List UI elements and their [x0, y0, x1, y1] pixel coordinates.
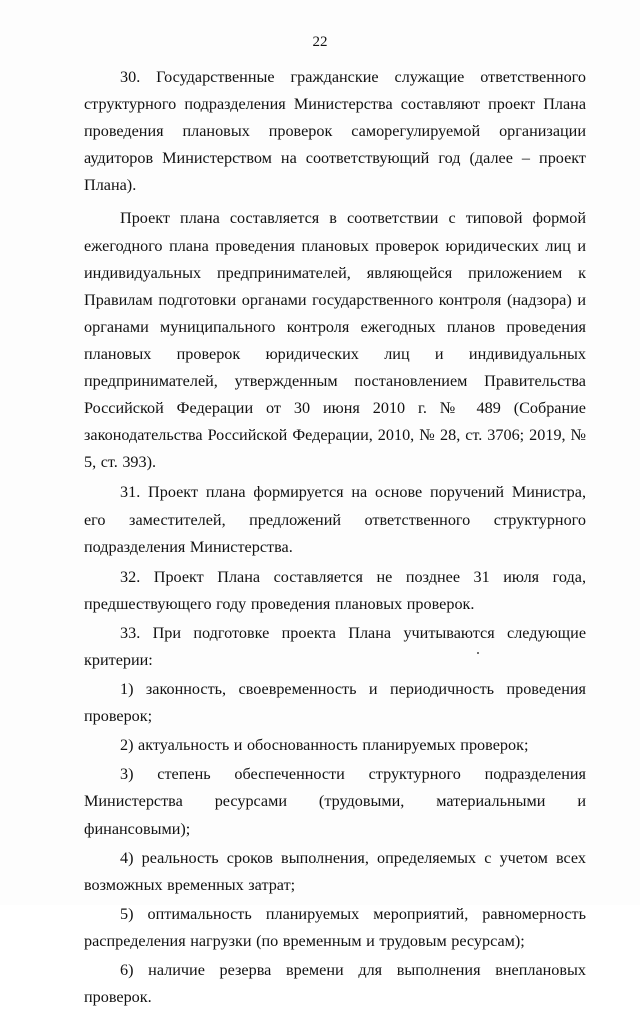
paragraph-32: 32. Проект Плана составляется не позднее 31 июля года, предшествующего году проведения плановых проверок. — [84, 567, 586, 613]
scan-speck — [477, 652, 479, 654]
criterion-2: 2) актуальность и обоснованность планируемых проверок; — [120, 736, 529, 755]
page-number: 22 — [312, 34, 328, 50]
criterion-3: 3) степень обеспеченности структурного подразделения Министерства ресурсами (трудовыми, материальными и финансовыми); — [84, 765, 586, 838]
criterion-1: 1) законность, своевременность и периодичность проведения проверок; — [84, 680, 586, 726]
criterion-6: 6) наличие резерва времени для выполнения внеплановых проверок. — [84, 961, 586, 1007]
criterion-5: 5) оптимальность планируемых мероприятий, равномерность распределения нагрузки (по временным и трудовым ресурсам); — [84, 904, 586, 950]
paragraph-draft-plan-form: Проект плана составляется в соответствии с типовой формой ежегодного плана проведения плановых проверок юридических лиц и индивидуальных предпринимателей, являющейся приложением к Правилам подготовки органами государственного контроля (надзора) и органами муниципального контроля ежегодных планов проведения плановых проверок юридических лиц и индивидуальных предпринимателей, утвержденным постановлением Правительства Российской Федерации от 30 июня 2010 г. № 489 (Собрание законодательства Российской Федерации, 2010, № 28, ст. 3706; 2019, № 5, ст. 393). — [84, 209, 586, 472]
paragraph-33: 33. При подготовке проекта Плана учитываются следующие критерии: — [84, 623, 586, 669]
criterion-4: 4) реальность сроков выполнения, определяемых с учетом всех возможных временных затрат; — [84, 848, 586, 894]
paragraph-30: 30. Государственные гражданские служащие ответственного структурного подразделения Министерства составляют проект Плана проведения плановых проверок саморегулируемой организации аудиторов Министерством на соответствующий год (далее – проект Плана). — [84, 68, 586, 195]
paragraph-31: 31. Проект плана формируется на основе поручений Министра, его заместителей, предложений ответственного структурного подразделения Министерства. — [84, 483, 586, 556]
document-body — [84, 64, 586, 1011]
